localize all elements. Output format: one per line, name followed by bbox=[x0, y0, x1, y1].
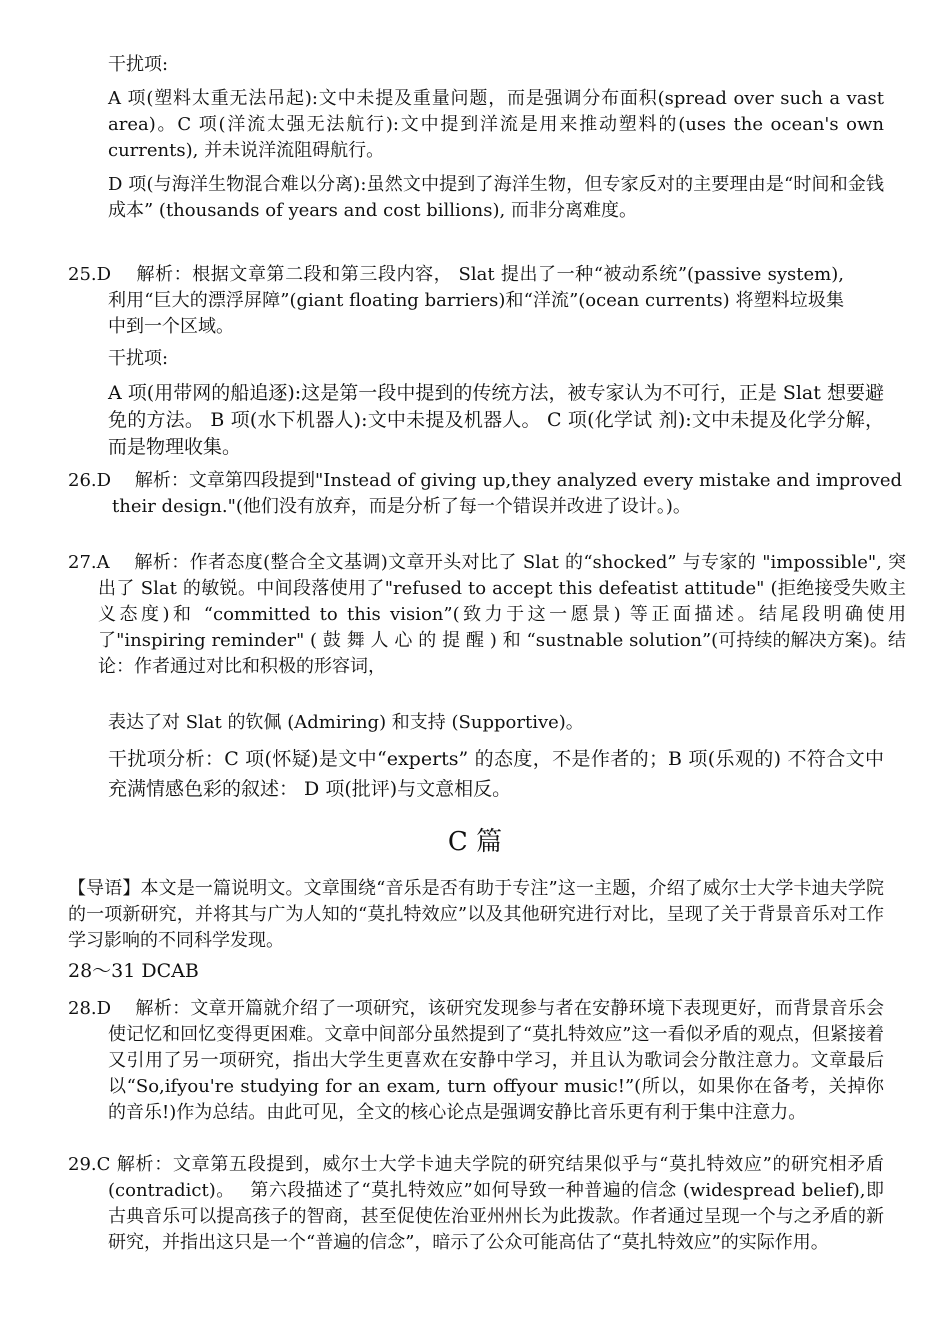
q29-analysis: 29.C 解析：文章第五段提到，威尔士大学卡迪夫学院的研究结果似乎与“莫扎特效应”的研究相矛盾 (contradict)。 第六段描述了“莫扎特效应”如何导致一种普遍的信念 (widespread belief),即古典音乐可以提高孩子的智商，甚至促使佐治亚州州长为此拨款。作者通过呈现一个与之矛盾的新研究，并指出这只是一个“普遍的信念”，暗示了公众可能高估了“莫扎特效应”的实际作用。 bbox=[68, 1154, 884, 1253]
q25-options: A 项(用带网的船追逐):这是第一段中提到的传统方法，被专家认为不可行，正是 Slat 想要避免的方法。 B 项(水下机器人):文中未提及机器人。 C 项(化学试 剂):文中未提及化学分解，而是物理收集。 bbox=[108, 382, 884, 458]
section-c-intro: 【导语】本文是一篇说明文。文章围绕“音乐是否有助于专注”这一主题，介绍了威尔士大学卡迪夫学院的一项新研究，并将其与广为人知的“莫扎特效应”以及其他研究进行对比，呈现了关于背景音乐对工作学习影响的不同科学发现。 bbox=[68, 878, 884, 951]
q26-analysis: 26.D 解析：文章第四段提到"Instead of giving up,they analyzed every mistake and improved their design."(他们没有放弃，而是分析了每一个错误并改进了设计。)。 bbox=[68, 470, 902, 517]
q27-analysis: 27.A 解析：作者态度(整合全文基调)文章开头对比了 Slat 的“shocked” 与专家的 "impossible", 突出了 Slat 的敏锐。中间段落使用了"refused to accept this defeatist attitude" (拒绝接受失败主义态度)和 “committed to this vision”(致力于这一愿景) 等正面描述。结尾段明确使用了"inspiring reminder" ( 鼓 舞 人 心 的 提 醒 ) 和 “sustnable solution”(可持续的解决方案)。结论：作者通过对比和积极的形容词， bbox=[68, 552, 906, 677]
q24-distractor-label: 干扰项: bbox=[108, 54, 169, 75]
section-c-title: C 篇 bbox=[447, 827, 503, 857]
q25-distractor-label: 干扰项: bbox=[108, 348, 169, 369]
q24-option-a-c: A 项(塑料太重无法吊起):文中未提及重量问题，而是强调分布面积(spread over such a vast area)。C 项(洋流太强无法航行):文中提到洋流是用来推动塑料的(uses the ocean's own currents), 并未说洋流阻碍航行。 bbox=[108, 88, 884, 161]
section-c-answers: 28～31 DCAB bbox=[68, 960, 199, 982]
q25-analysis: 25.D 解析：根据文章第二段和第三段内容， Slat 提出了一种“被动系统”(passive system), 利用“巨大的漂浮屏障”(giant floating barriers)和“洋流”(ocean currents) 将塑料垃圾集中到一个区域。 bbox=[68, 264, 844, 337]
q27-distractor-analysis: 干扰项分析：C 项(怀疑)是文中“experts” 的态度，不是作者的；B 项(乐观的) 不符合文中充满情感色彩的叙述： D 项(批评)与文意相反。 bbox=[108, 748, 884, 800]
q28-analysis: 28.D 解析：文章开篇就介绍了一项研究，该研究发现参与者在安静环境下表现更好，而背景音乐会使记忆和回忆变得更困难。文章中间部分虽然提到了“莫扎特效应”这一看似矛盾的观点，但紧接着又引用了另一项研究，指出大学生更喜欢在安静中学习，并且认为歌词会分散注意力。文章最后以“So,ifyou're studying for an exam, turn offyour music!”(所以，如果你在备考，关掉你的音乐!)作为总结。由此可见，全文的核心论点是强调安静比音乐更有利于集中注意力。 bbox=[68, 998, 884, 1123]
q27-conclusion: 表达了对 Slat 的钦佩 (Admiring) 和支持 (Supportive)。 bbox=[108, 712, 584, 733]
q24-option-d: D 项(与海洋生物混合难以分离):虽然文中提到了海洋生物，但专家反对的主要理由是“时间和金钱成本” (thousands of years and cost billions), 而非分离难度。 bbox=[108, 174, 884, 221]
